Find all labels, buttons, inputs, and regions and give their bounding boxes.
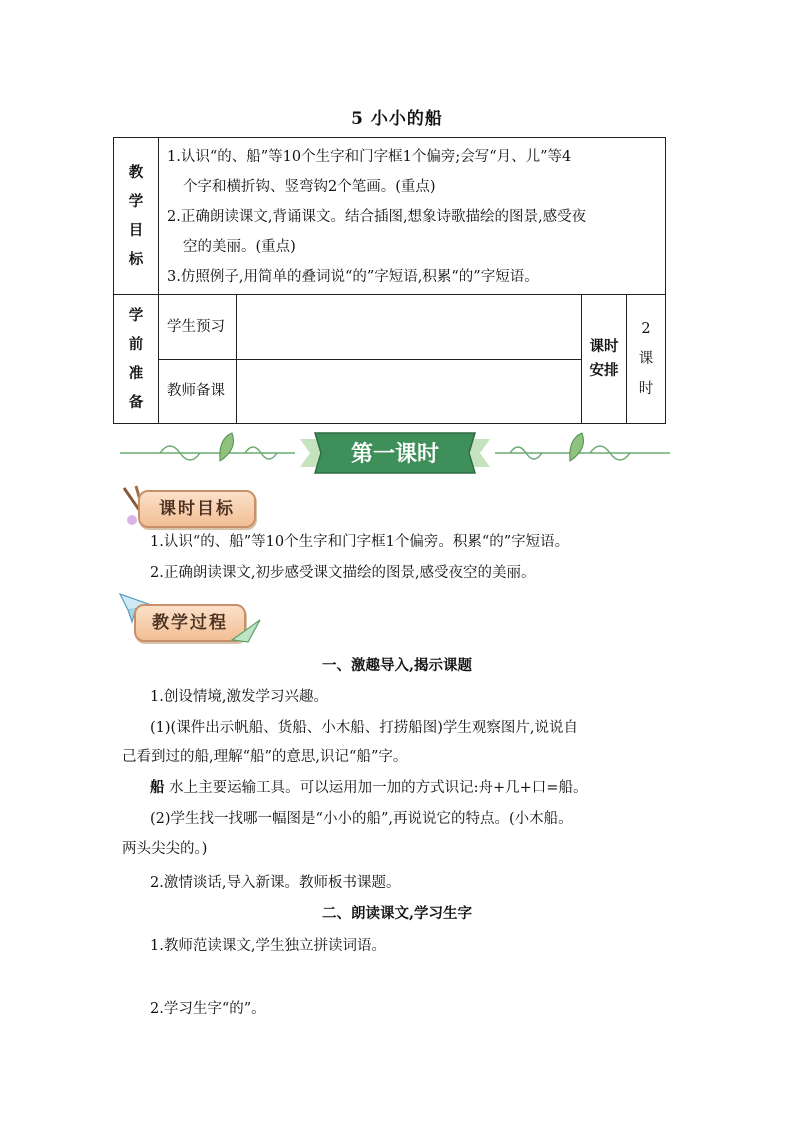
time-value-line: 时 (638, 381, 654, 397)
teaching-process-badge: 教学过程 (134, 604, 246, 642)
leaf-icon (570, 433, 584, 461)
body-paragraph (122, 774, 710, 802)
goal-item (167, 262, 657, 292)
left-vine-ornament (120, 446, 295, 460)
student-preview-label: 学生预习 (159, 295, 237, 360)
section-heading: 二、朗读课文,学习生字 (321, 905, 473, 922)
goal-paragraph: 1.认识“的、船”等10个生字和门字框1个偏旁。积累“的”字短语。 (150, 534, 570, 550)
paper-plane-icon (230, 616, 264, 644)
prep-label-char: 备 (128, 394, 144, 411)
goals-label-char: 标 (128, 251, 144, 268)
goals-label-char: 学 (128, 193, 144, 210)
lesson-plan-table (113, 137, 666, 424)
prep-label-char: 学 (128, 307, 144, 324)
student-preview-content (237, 295, 582, 360)
time-label (582, 295, 627, 424)
term-definition: 水上主要运输工具。可以运用加一加的方式识记:舟+几+口=船。 (164, 780, 588, 796)
goal-line: 3.仿照例子,用简单的叠词说“的”字短语,积累“的”字短语。 (167, 269, 539, 285)
body-paragraph: 己看到过的船,理解“船”的意思,识记“船”字。 (122, 749, 408, 765)
teacher-prep-content (237, 359, 582, 424)
body-paragraph: 1.教师范读课文,学生独立拼读词语。 (150, 938, 386, 954)
body-paragraph: 2.学习生字“的”。 (150, 1001, 266, 1017)
prep-label-char: 前 (128, 336, 144, 353)
goals-content (159, 138, 666, 295)
term-bold: 船 (150, 779, 165, 796)
leaf-icon (220, 433, 234, 461)
body-paragraph: 1.创设情境,激发学习兴趣。 (150, 689, 328, 705)
banner-title: 第一课时 (350, 442, 440, 467)
goal-item (167, 142, 657, 202)
goal-line: 空的美丽。(重点) (183, 239, 296, 255)
body-paragraph: 两头尖尖的。) (122, 841, 208, 857)
goal-line: 2.正确朗读课文,背诵课文。结合插图,想象诗歌描绘的图景,感受夜 (167, 209, 587, 225)
body-paragraph: (1)(课件出示帆船、货船、小木船、打捞船图)学生观察图片,说说自 (150, 720, 578, 736)
prep-label (114, 295, 159, 424)
time-value (627, 295, 666, 424)
goals-label-char: 目 (128, 222, 144, 239)
goals-label (114, 138, 159, 295)
page-title: 5 小小的船 (351, 109, 443, 129)
lesson-banner (115, 425, 675, 481)
time-label-line: 课时 (589, 338, 619, 355)
goal-paragraph: 2.正确朗读课文,初步感受课文描绘的图景,感受夜空的美丽。 (150, 565, 536, 581)
teacher-prep-label: 教师备课 (159, 359, 237, 424)
goal-item (167, 202, 657, 262)
time-label-line: 安排 (589, 362, 619, 379)
goals-label-char: 教 (128, 164, 144, 181)
time-value-line: 2 (641, 321, 651, 337)
goal-line: 1.认识“的、船”等10个生字和门字框1个偏旁;会写“月、儿”等4 (167, 149, 572, 165)
goal-line: 个字和横折钩、竖弯钩2个笔画。(重点) (183, 179, 436, 195)
section-heading: 一、激趣导入,揭示课题 (321, 657, 473, 674)
body-paragraph: 2.激情谈话,导入新课。教师板书课题。 (150, 875, 401, 891)
body-paragraph: (2)学生找一找哪一幅图是“小小的船”,再说说它的特点。(小木船。 (150, 811, 573, 827)
time-value-line: 课 (638, 351, 654, 367)
lesson-goal-badge: 课时目标 (138, 490, 256, 528)
prep-label-char: 准 (128, 365, 144, 382)
